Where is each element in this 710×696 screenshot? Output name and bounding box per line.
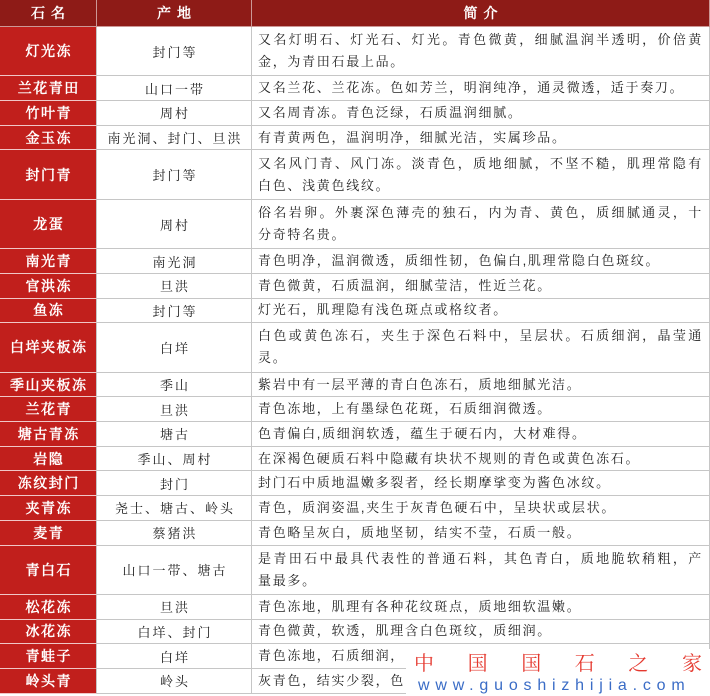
table-header-row (0, 0, 710, 27)
stone-name-cell: 灯光冻 (0, 27, 97, 76)
table-row (0, 249, 710, 274)
intro-line: 青色微黄，软透，肌理含白色斑纹，质细润。 (258, 623, 553, 639)
intro-cell (252, 249, 710, 274)
origin-cell: 岭头 (97, 669, 252, 694)
origin-cell: 白垟 (97, 644, 252, 669)
stone-name-cell: 兰花青田 (0, 76, 97, 101)
table-row (0, 27, 710, 76)
intro-line: 有青黄两色，温润明净，细腻光洁，实属珍品。 (258, 129, 567, 145)
table-row (0, 299, 710, 324)
intro-line: 青色，质润姿温,夹生于灰青色硬石中，呈块状或层状。 (258, 499, 617, 515)
intro-line: 又名兰花、兰花冻。色如芳兰，明润纯净，通灵微透，适于奏刀。 (258, 80, 685, 96)
intro-line: 又名风门青、风门冻。淡青色，质地细腻，不坚不糙，肌理常隐有 (258, 155, 703, 171)
intro-cell (252, 274, 710, 299)
stone-name-cell: 青白石 (0, 546, 97, 595)
origin-cell: 封门等 (97, 299, 252, 324)
watermark-site-name: 中国国石之家 (414, 653, 702, 675)
origin-cell: 封门 (97, 471, 252, 496)
origin-cell: 山口一带、塘古 (97, 546, 252, 595)
intro-cell (252, 150, 710, 199)
intro-line: 封门石中质地温嫩多裂者，经长期摩挲变为酱色冰纹。 (258, 475, 611, 491)
intro-cell (252, 101, 710, 126)
origin-cell: 蔡猪洪 (97, 521, 252, 546)
intro-cell (252, 422, 710, 447)
origin-cell: 季山 (97, 373, 252, 398)
stone-name-cell: 鱼冻 (0, 299, 97, 324)
intro-line: 青色明净，温润微透，质细性韧，色偏白,肌理常隐白色斑纹。 (258, 253, 661, 269)
intro-cell (252, 546, 710, 595)
watermark-url: www.guoshizhijia.com (418, 677, 691, 694)
intro-line: 青色略呈灰白，质地坚韧，结实不莹，石质一般。 (258, 524, 582, 540)
intro-cell (252, 595, 710, 620)
stone-name-cell: 季山夹板冻 (0, 373, 97, 398)
stone-name-cell: 岭头青 (0, 669, 97, 694)
intro-cell (252, 76, 710, 101)
table-row (0, 150, 710, 199)
table-row (0, 595, 710, 620)
intro-line: 俗名岩卵。外裹深色薄壳的独石，内为青、黄色，质细腻通灵，十 (258, 205, 703, 221)
intro-line: 是青田石中最具代表性的普通石料，其色青白，质地脆软稍粗，产 (258, 550, 703, 566)
site-watermark (406, 649, 710, 696)
stone-name-cell: 白垟夹板冻 (0, 323, 97, 372)
origin-cell: 白垟 (97, 323, 252, 372)
stone-name-cell: 金玉冻 (0, 126, 97, 151)
origin-cell: 白垟、封门 (97, 620, 252, 645)
origin-cell: 南光洞 (97, 249, 252, 274)
intro-cell (252, 299, 710, 324)
origin-cell: 周村 (97, 101, 252, 126)
intro-line: 青色冻地，肌理有各种花纹斑点，质地细软温嫩。 (258, 598, 582, 614)
table-row (0, 471, 710, 496)
intro-line: 青色冻地，上有墨绿色花斑，石质细润微透。 (258, 401, 553, 417)
stone-name-cell: 南光青 (0, 249, 97, 274)
intro-cell (252, 471, 710, 496)
intro-line: 在深褐色硬质石料中隐藏有块状不规则的青色或黄色冻石。 (258, 450, 641, 466)
stone-name-cell: 青蛙子 (0, 644, 97, 669)
stone-name-cell: 封门青 (0, 150, 97, 199)
origin-cell: 封门等 (97, 150, 252, 199)
table-row (0, 373, 710, 398)
intro-cell (252, 397, 710, 422)
table-row (0, 200, 710, 249)
intro-line: 紫岩中有一层平薄的青白色冻石，质地细腻光洁。 (258, 376, 582, 392)
origin-cell: 尧士、塘古、岭头 (97, 496, 252, 521)
intro-cell (252, 373, 710, 398)
origin-cell: 旦洪 (97, 397, 252, 422)
origin-cell: 山口一带 (97, 76, 252, 101)
table-row (0, 101, 710, 126)
origin-cell: 南光洞、封门、旦洪 (97, 126, 252, 151)
stone-name-cell: 松花冻 (0, 595, 97, 620)
table-row (0, 422, 710, 447)
stone-name-cell: 冻纹封门 (0, 471, 97, 496)
origin-cell: 封门等 (97, 27, 252, 76)
intro-line: 又名灯明石、灯光石、灯光。青色微黄，细腻温润半透明，价倍黄 (258, 32, 703, 48)
header-intro: 简介 (252, 0, 710, 27)
origin-cell: 季山、周村 (97, 447, 252, 472)
intro-cell (252, 200, 710, 249)
table-row (0, 521, 710, 546)
stone-name-cell: 兰花青 (0, 397, 97, 422)
table-row (0, 620, 710, 645)
table-row (0, 274, 710, 299)
stone-name-cell: 龙蛋 (0, 200, 97, 249)
intro-cell (252, 521, 710, 546)
intro-line: 灵。 (258, 350, 288, 366)
intro-line: 灰青色，结实少裂，色 (258, 672, 406, 688)
intro-cell (252, 126, 710, 151)
intro-line: 金，为青田石最上品。 (258, 54, 406, 70)
intro-line: 量最多。 (258, 572, 317, 588)
table-row (0, 546, 710, 595)
intro-line: 分奇特名贵。 (258, 227, 347, 243)
intro-line: 灯光石，肌理隐有浅色斑点或格纹者。 (258, 302, 508, 318)
table-row (0, 126, 710, 151)
table-row (0, 76, 710, 101)
intro-line: 白色、浅黄色线纹。 (258, 177, 391, 193)
origin-cell: 旦洪 (97, 595, 252, 620)
intro-cell (252, 27, 710, 76)
header-origin: 产地 (97, 0, 252, 27)
table-row (0, 323, 710, 372)
stone-name-cell: 岩隐 (0, 447, 97, 472)
intro-line: 色青偏白,质细润软透，蕴生于硬石内，大材难得。 (258, 425, 587, 441)
origin-cell: 旦洪 (97, 274, 252, 299)
stone-name-cell: 冰花冻 (0, 620, 97, 645)
stone-name-cell: 夹青冻 (0, 496, 97, 521)
stone-name-cell: 竹叶青 (0, 101, 97, 126)
stone-name-cell: 麦青 (0, 521, 97, 546)
table-row (0, 447, 710, 472)
table-row (0, 397, 710, 422)
intro-cell (252, 323, 710, 372)
table-row (0, 496, 710, 521)
intro-cell (252, 496, 710, 521)
origin-cell: 塘古 (97, 422, 252, 447)
intro-cell (252, 447, 710, 472)
stone-name-cell: 官洪冻 (0, 274, 97, 299)
intro-cell (252, 620, 710, 645)
stone-name-cell: 塘古青冻 (0, 422, 97, 447)
intro-line: 青色冻地，石质细润， (258, 648, 406, 664)
intro-line: 又名周青冻。青色泛绿，石质温润细腻。 (258, 104, 523, 120)
intro-line: 白色或黄色冻石，夹生于深色石料中，呈层状。石质细润，晶莹通 (258, 328, 703, 344)
intro-line: 青色微黄，石质温润，细腻莹洁，性近兰花。 (258, 277, 553, 293)
header-stone-name: 石名 (0, 0, 97, 27)
origin-cell: 周村 (97, 200, 252, 249)
